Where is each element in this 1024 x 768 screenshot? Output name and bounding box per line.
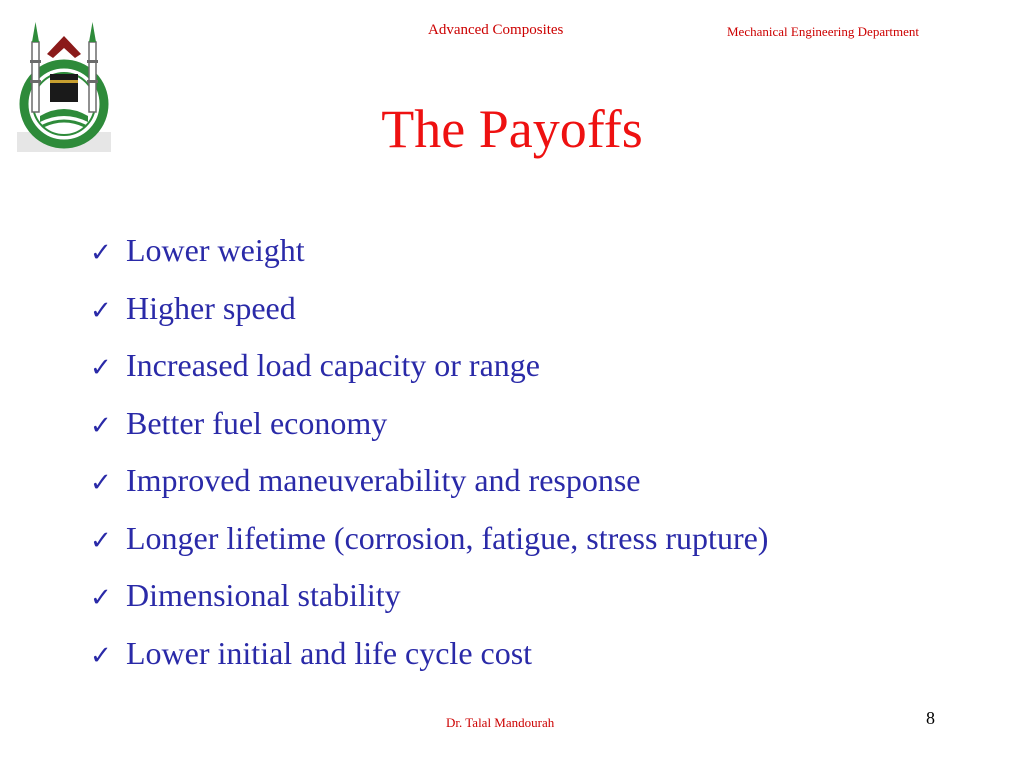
list-item [90,462,768,520]
checkmark-icon: ✓ [90,238,112,268]
header-department: Mechanical Engineering Department [727,24,920,39]
bullet-text: Lower weight [126,232,305,268]
list-item [90,635,768,693]
bullet-text: Dimensional stability [126,577,401,613]
checkmark-icon: ✓ [90,640,112,671]
checkmark-icon: ✓ [90,525,112,556]
page-number: 8 [926,708,935,728]
bullet-text: Improved maneuverability and response [126,462,641,498]
header-course-title: Advanced Composites [428,22,564,38]
checkmark-icon: ✓ [90,468,112,498]
bullet-list [90,232,768,692]
list-item [90,577,768,635]
checkmark-icon: ✓ [90,353,112,383]
checkmark-icon: ✓ [90,410,112,441]
checkmark-icon: ✓ [90,583,112,613]
bullet-text: Longer lifetime (corrosion, fatigue, stress rupture) [126,519,769,556]
list-item [90,405,768,463]
list-item [90,290,768,348]
slide-title: The Payoffs [381,99,643,159]
bullet-text: Increased load capacity or range [126,347,540,383]
list-item [90,232,768,290]
footer-author: Dr. Talal Mandourah [446,715,555,730]
bullet-text: Higher speed [126,289,296,326]
bullet-text: Better fuel economy [126,404,388,441]
checkmark-icon: ✓ [90,295,112,326]
bullet-text: Lower initial and life cycle cost [126,634,533,671]
list-item [90,347,768,405]
list-item [90,520,768,578]
